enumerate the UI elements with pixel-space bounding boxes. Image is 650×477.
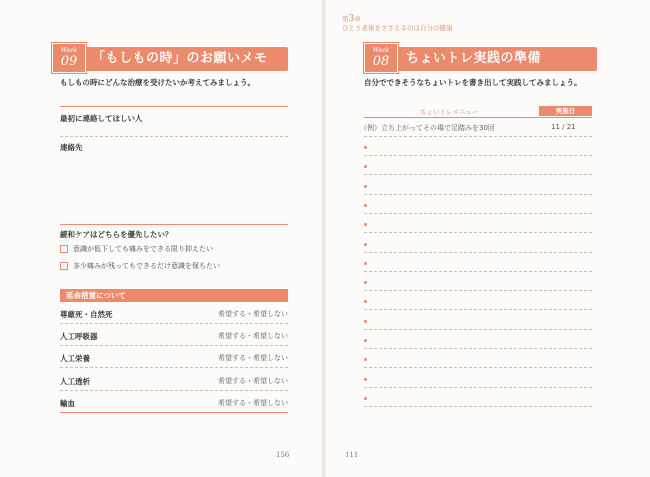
header-divider xyxy=(364,117,592,118)
blank-menu-line[interactable] xyxy=(364,252,592,253)
blank-menu-line[interactable] xyxy=(364,329,592,330)
right-page xyxy=(326,0,650,477)
bullet-dot xyxy=(364,165,367,168)
measure-name: 輸血 xyxy=(60,399,75,408)
palliative-option-2[interactable] xyxy=(60,261,220,271)
blank-menu-line[interactable] xyxy=(364,271,592,272)
measure-name: 尊厳死・自然死 xyxy=(60,310,113,319)
bullet-dot xyxy=(364,397,367,400)
blank-menu-line[interactable] xyxy=(364,406,592,407)
measure-name: 人工栄養 xyxy=(60,354,90,363)
bullet-dot xyxy=(364,281,367,284)
right-intro: 自分でできそうなちょいトレを書き出して実践してみましょう。 xyxy=(364,78,582,87)
chapter-number: 3 xyxy=(348,14,355,24)
first-contact-line[interactable] xyxy=(60,136,288,137)
left-week-badge xyxy=(52,43,86,73)
bullet-dot xyxy=(364,146,367,149)
measure-choice[interactable]: 希望する・希望しない xyxy=(218,377,288,385)
measure-name: 人工透析 xyxy=(60,377,90,386)
chapter-subtitle: ひとり老後をささえるのは自分の健康 xyxy=(342,24,453,32)
chapter-suffix: 章 xyxy=(354,15,361,23)
row-divider xyxy=(60,367,288,368)
left-week-label: Week xyxy=(60,47,78,54)
bullet-dot xyxy=(364,300,367,303)
row-divider xyxy=(60,345,288,346)
row-divider xyxy=(60,323,288,324)
chapter-prefix: 第 xyxy=(342,15,349,23)
right-page-title: ちょいトレ実践の準備 xyxy=(406,51,542,66)
blank-menu-line[interactable] xyxy=(364,232,592,233)
measure-choice[interactable]: 希望する・希望しない xyxy=(218,399,288,407)
option-label: 意識が低下しても痛みをできる限り抑えたい xyxy=(73,245,213,253)
blank-menu-line[interactable] xyxy=(364,290,592,291)
bullet-dot xyxy=(364,223,367,226)
palliative-option-1[interactable] xyxy=(60,244,213,254)
date-column-header: 実施日 xyxy=(539,106,592,116)
row-divider xyxy=(60,390,288,391)
blank-menu-line[interactable] xyxy=(364,309,592,310)
chapter-heading xyxy=(342,15,453,33)
palliative-question: 緩和ケアはどちらを優先したい？ xyxy=(60,230,173,239)
bullet-dot xyxy=(364,339,367,342)
right-week-badge xyxy=(364,43,398,73)
left-week-number: 09 xyxy=(60,54,78,69)
bullet-dot xyxy=(364,320,367,323)
first-contact-label: 最初に連絡してほしい人 xyxy=(60,114,143,123)
example-menu: （例）立ち上がってその場で足踏みを30回 xyxy=(360,124,495,132)
divider xyxy=(60,106,288,107)
blank-menu-line[interactable] xyxy=(364,213,592,214)
blank-menu-line[interactable] xyxy=(364,194,592,195)
example-date: 11 / 21 xyxy=(551,123,576,131)
divider xyxy=(60,224,288,225)
row-divider xyxy=(364,136,592,137)
measure-row xyxy=(60,309,288,319)
life-support-header: 延命措置について xyxy=(60,289,288,302)
option-label: 多少痛みが残ってもできるだけ意識を保ちたい xyxy=(73,262,220,270)
blank-menu-line[interactable] xyxy=(364,348,592,349)
left-page-title: 「もしもの時」のお願いメモ xyxy=(92,51,268,66)
measure-row xyxy=(60,331,288,341)
measure-choice[interactable]: 希望する・希望しない xyxy=(218,354,288,362)
divider xyxy=(60,412,288,413)
right-week-number: 08 xyxy=(372,54,390,69)
menu-column-header: ちょいトレメニュー xyxy=(420,108,479,116)
bullet-dot xyxy=(364,204,367,207)
left-intro: もしもの時にどんな治療を受けたいか考えてみましょう。 xyxy=(60,78,255,87)
blank-menu-line[interactable] xyxy=(364,174,592,175)
blank-menu-line[interactable] xyxy=(364,367,592,368)
page-number: 111 xyxy=(345,451,359,459)
measure-row xyxy=(60,353,288,363)
measure-choice[interactable]: 希望する・希望しない xyxy=(218,332,288,340)
bullet-dot xyxy=(364,185,367,188)
blank-menu-line[interactable] xyxy=(364,387,592,388)
checkbox[interactable] xyxy=(60,262,68,270)
bullet-dot xyxy=(364,243,367,246)
page-number: 156 xyxy=(276,451,290,459)
bullet-dot xyxy=(364,262,367,265)
measure-name: 人工呼吸器 xyxy=(60,332,98,341)
left-page xyxy=(0,0,324,477)
bullet-dot xyxy=(364,378,367,381)
measure-choice[interactable]: 希望する・希望しない xyxy=(218,310,288,318)
bullet-dot xyxy=(364,358,367,361)
checkbox[interactable] xyxy=(60,245,68,253)
blank-menu-line[interactable] xyxy=(364,155,592,156)
contact-info-label: 連絡先 xyxy=(60,143,83,152)
measure-row xyxy=(60,376,288,386)
right-week-label: Week xyxy=(372,47,390,54)
measure-row xyxy=(60,398,288,408)
